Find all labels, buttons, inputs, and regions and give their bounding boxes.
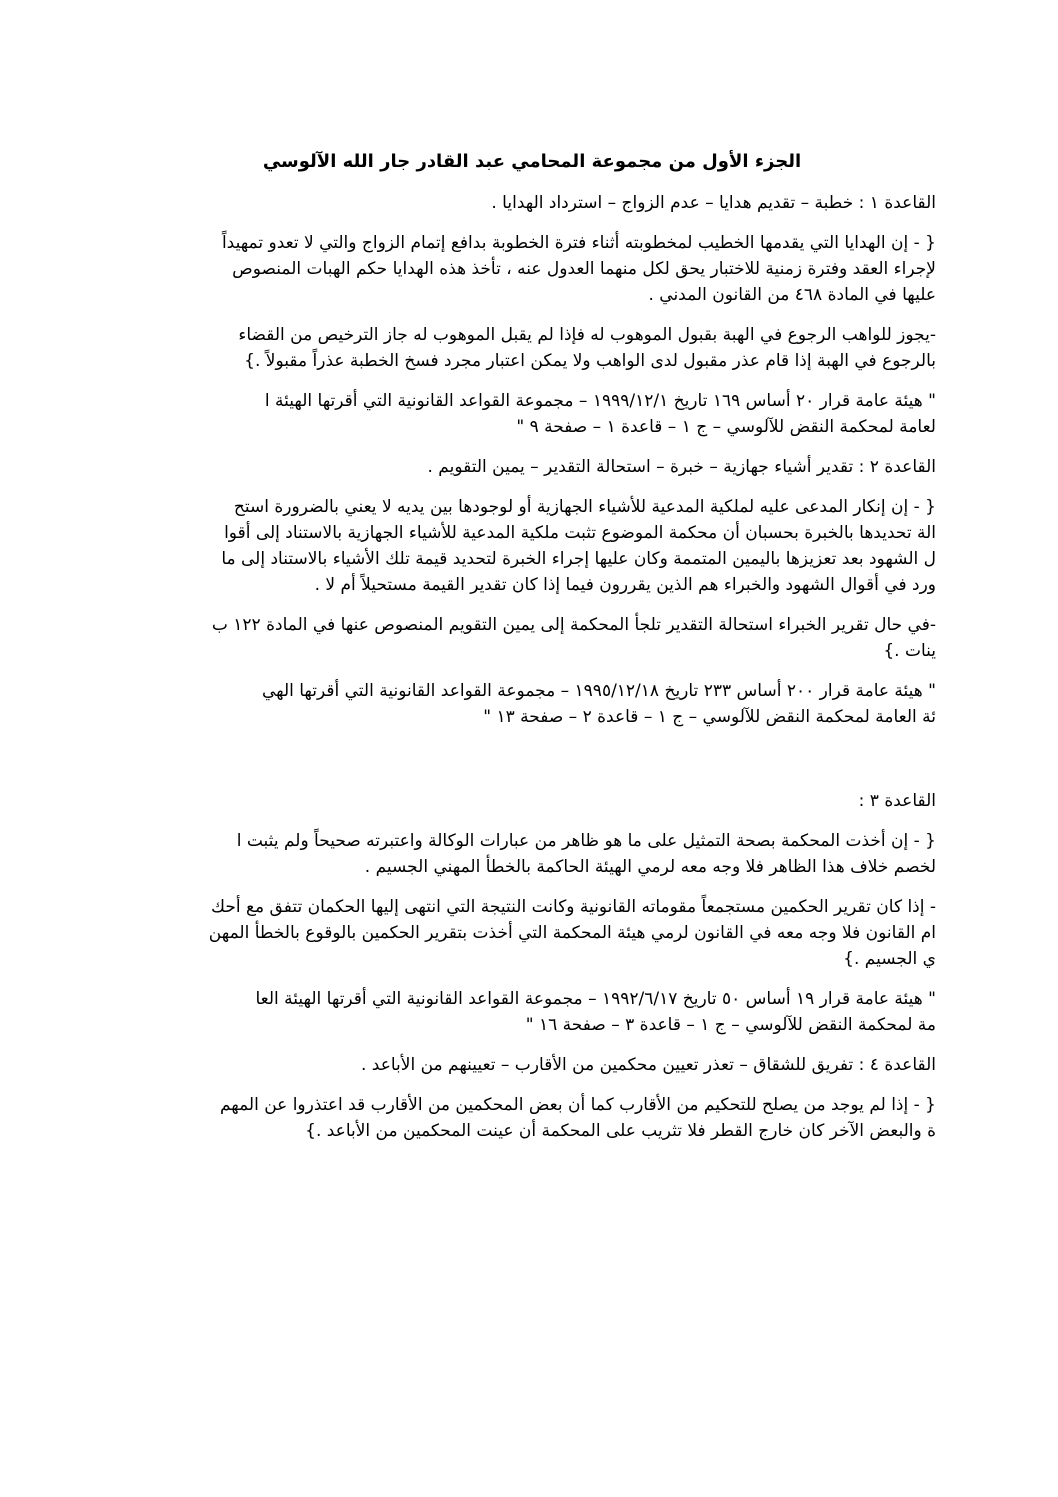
- paragraph: [128, 322, 936, 374]
- paragraph: [128, 986, 936, 1038]
- paragraph: [128, 388, 936, 440]
- paragraph-line: - إذا كان تقرير الحكمين مستجمعاً مقوماته القانونية وكانت النتيجة التي انتهى إليها الحكمان تتفق مع أحك: [211, 897, 936, 917]
- paragraph: [128, 190, 936, 216]
- document-page: [128, 150, 936, 1158]
- paragraph: [128, 494, 936, 598]
- section-spacer: [128, 744, 936, 788]
- paragraph-line: -في حال تقرير الخبراء استحالة التقدير تلجأ المحكمة إلى يمين التقويم المنصوص عنها في المادة ١٢٢ ب: [211, 615, 936, 635]
- paragraph: [128, 828, 936, 880]
- paragraph-line: القاعدة ٣ :: [858, 791, 936, 811]
- paragraph-line: ي الجسيم .}: [843, 949, 936, 969]
- paragraph-line: { - إن الهدايا التي يقدمها الخطيب لمخطوبته أثناء فترة الخطوبة بدافع إتمام الزواج والتي لا تعدو تمهيداً: [221, 233, 936, 253]
- paragraph-line: القاعدة ٢ : تقدير أشياء جهازية – خبرة – استحالة التقدير – يمين التقويم .: [427, 457, 936, 477]
- paragraph: [128, 678, 936, 730]
- paragraph-line: لخصم خلاف هذا الظاهر فلا وجه معه لرمي الهيئة الحاكمة بالخطأ المهني الجسيم .: [364, 857, 936, 877]
- paragraph-line: القاعدة ١ : خطبة – تقديم هدايا – عدم الزواج – استرداد الهدايا .: [491, 193, 936, 213]
- document-title: الجزء الأول من مجموعة المحامي عبد القادر جار الله الآلوسي: [262, 151, 802, 172]
- paragraph-line: القاعدة ٤ : تفريق للشقاق – تعذر تعيين محكمين من الأقارب – تعيينهم من الأباعد .: [360, 1055, 936, 1075]
- paragraph: [128, 1092, 936, 1144]
- paragraph-line: " هيئة عامة قرار ١٩ أساس ٥٠ تاريخ ١٩٩٢/٦/١٧ – مجموعة القواعد القانونية التي أقرتها الهيئة العا: [255, 989, 936, 1009]
- paragraph: [128, 612, 936, 664]
- paragraph: [128, 894, 936, 972]
- paragraph-line: { - إن إنكار المدعى عليه لملكية المدعية للأشياء الجهازية أو لوجودها بين يديه لا يعني بالضرورة استح: [233, 497, 936, 517]
- paragraph-line: { - إن أخذت المحكمة بصحة التمثيل على ما هو ظاهر من عبارات الوكالة واعتبرته صحيحاً ولم يثبت ا: [236, 831, 936, 851]
- paragraph-line: ورد في أقوال الشهود والخبراء هم الذين يقررون فيما إذا كان تقدير القيمة مستحيلاً أم لا .: [314, 575, 936, 595]
- paragraph-line: -يجوز للواهب الرجوع في الهبة بقبول الموهوب له فإذا لم يقبل الموهوب له جاز الترخيص من القضاء: [238, 325, 936, 345]
- paragraph: [128, 454, 936, 480]
- paragraph-line: " هيئة عامة قرار ٢٠٠ أساس ٢٣٣ تاريخ ١٩٩٥/١٢/١٨ – مجموعة القواعد القانونية التي أقرتها الهي: [261, 681, 936, 701]
- paragraph: [128, 230, 936, 308]
- paragraph-line: ل الشهود بعد تعزيزها باليمين المتممة وكان عليها إجراء الخبرة لتحديد قيمة تلك الأشياء بالاستناد إلى ما: [221, 549, 936, 569]
- document-body: [128, 190, 936, 1144]
- paragraph: [128, 1052, 936, 1078]
- paragraph-line: مة لمحكمة النقض للآلوسي – ج ١ – قاعدة ٣ – صفحة ١٦ ": [525, 1015, 936, 1035]
- paragraph-line: { - إذا لم يوجد من يصلح للتحكيم من الأقارب كما أن بعض المحكمين من الأقارب قد اعتذروا عن المهم: [219, 1095, 936, 1115]
- paragraph-line: بالرجوع في الهبة إذا قام عذر مقبول لدى الواهب ولا يمكن اعتبار مجرد فسخ الخطبة عذراً مقبولاً .}: [244, 351, 936, 371]
- paragraph-line: عليها في المادة ٤٦٨ من القانون المدني .: [648, 285, 936, 305]
- paragraph-line: ينات .}: [883, 641, 936, 661]
- paragraph-line: ئة العامة لمحكمة النقض للآلوسي – ج ١ – قاعدة ٢ – صفحة ١٣ ": [483, 707, 936, 727]
- paragraph-line: لإجراء العقد وفترة زمنية للاختبار يحق لكل منهما العدول عنه ، تأخذ هذه الهدايا حكم الهبات المنصوص: [232, 259, 936, 279]
- paragraph-line: لعامة لمحكمة النقض للآلوسي – ج ١ – قاعدة ١ – صفحة ٩ ": [516, 417, 936, 437]
- paragraph-line: ة والبعض الآخر كان خارج القطر فلا تثريب على المحكمة أن عينت المحكمين من الأباعد .}: [305, 1121, 936, 1141]
- paragraph-line: ام القانون فلا وجه معه في القانون لرمي هيئة المحكمة التي أخذت بتقرير الحكمين بالوقوع بالخطأ المهن: [208, 923, 936, 943]
- paragraph-line: " هيئة عامة قرار ٢٠ أساس ١٦٩ تاريخ ١٩٩٩/١٢/١ – مجموعة القواعد القانونية التي أقرتها الهيئة ا: [264, 391, 936, 411]
- paragraph: [128, 788, 936, 814]
- paragraph-line: الة تحديدها بالخبرة بحسبان أن محكمة الموضوع تثبت ملكية المدعية للأشياء الجهازية بالاستناد إلى أقوا: [224, 523, 936, 543]
